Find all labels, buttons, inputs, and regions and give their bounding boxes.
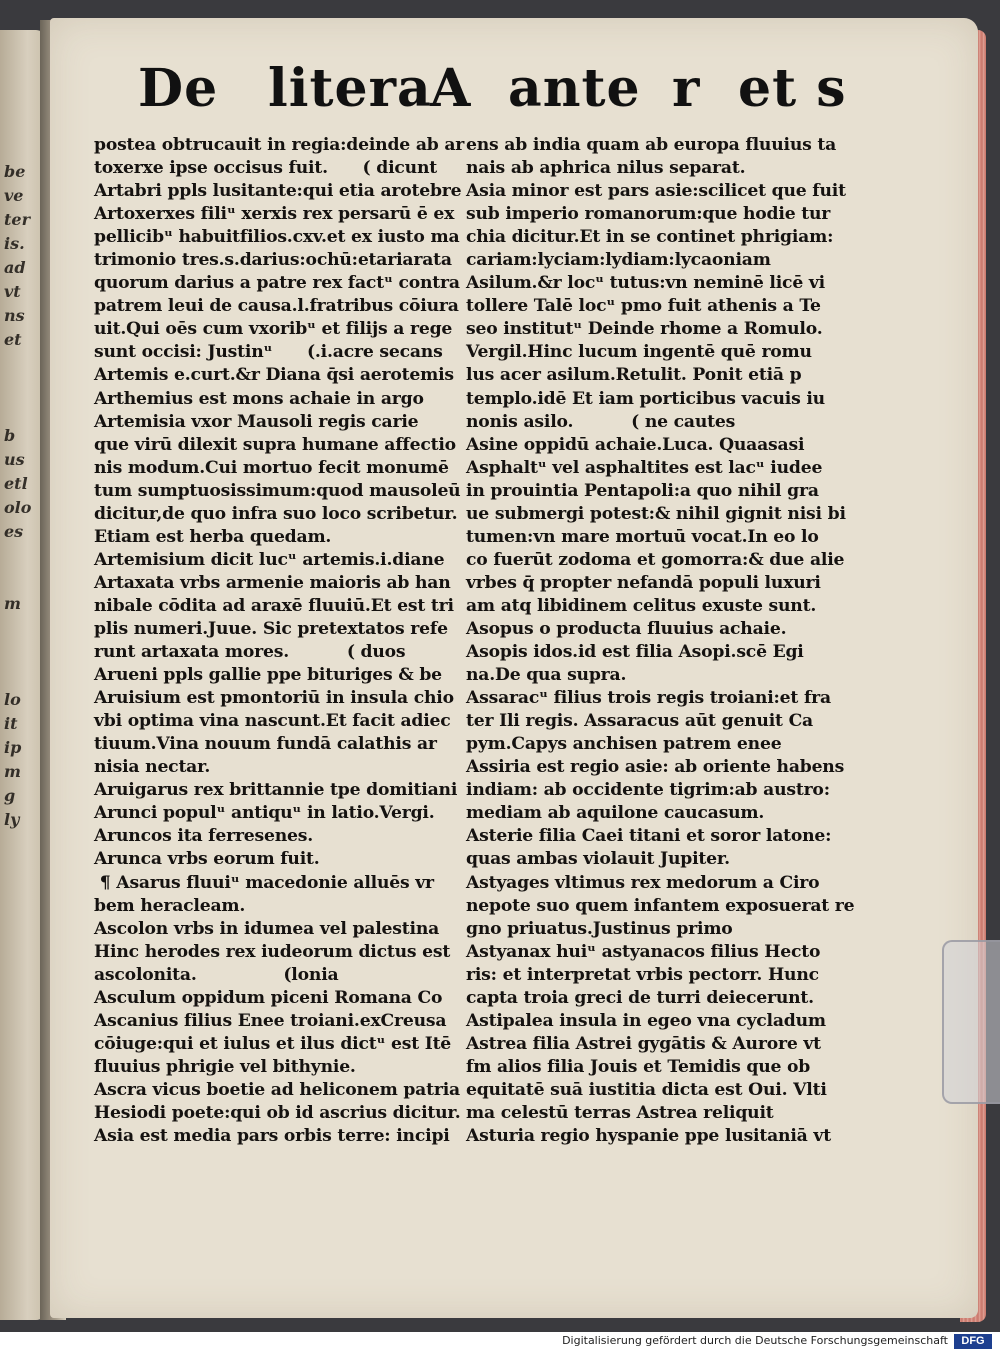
text-line: sunt occisi: Justinᵘ (.i.acre secans [94, 342, 443, 363]
text-line: Etiam est herba quedam. [94, 526, 332, 547]
funding-note: Digitalisierung gefördert durch die Deutsche Forschungsgemeinschaft [562, 1334, 948, 1347]
header-word: et s [738, 58, 847, 119]
text-line: pym.Capys anchisen patrem enee [466, 734, 782, 755]
text-line: plis numeri.Juue. Sic pretextatos refe [94, 618, 448, 639]
text-line: Ascanius filius Enee troiani.exCreusa [94, 1010, 447, 1031]
text-line: Assaracᵘ filius trois regis troiani:et fra [466, 688, 831, 709]
text-line: Asilum.&r locᵘ tutus:vn neminē licē vi [466, 273, 825, 294]
page-clip [942, 940, 1000, 1104]
text-line: ¶ Asarus fluuiᵘ macedonie alluēs vr [94, 872, 434, 893]
text-line: quas ambas violauit Jupiter. [466, 849, 730, 870]
text-line: toxerxe ipse occisus fuit. ( dicunt [94, 158, 438, 179]
text-line: Asia est media pars orbis terre: incipi [94, 1126, 450, 1147]
text-line: Asterie filia Caei titani et soror latone: [466, 826, 832, 847]
text-line: nibale cōdita ad araxē fluuiū.Et est tri [94, 595, 454, 616]
text-line: Hesiodi poete:qui ob id ascrius dicitur. [94, 1102, 461, 1123]
text-line: ter Ili regis. Assaracus aūt genuit Ca [466, 711, 813, 732]
facing-page-text-fragments: be ve ter is. ad vt ns et b us etl olo es m lo it ip m g ly [4, 162, 32, 829]
text-line: Vergil.Hinc lucum ingentē quē romu [466, 342, 812, 363]
text-line: Artemisium dicit lucᵘ artemis.i.diane [94, 549, 445, 570]
text-line: Asine oppidū achaie.Luca. Quaasasi [466, 434, 805, 455]
text-line: Asphaltᵘ vel asphaltites est lacᵘ iudee [466, 457, 823, 478]
text-line: ascolonita. (lonia [94, 964, 339, 985]
text-line: nonis asilo. ( ne cautes [466, 411, 736, 432]
text-line: Aruigarus rex brittannie tpe domitiani [94, 780, 458, 801]
text-line: mediam ab aquilone caucasum. [466, 803, 765, 824]
running-header [50, 58, 847, 138]
text-line: lus acer asilum.Retulit. Ponit etiā p [466, 365, 802, 386]
text-line: bem heracleam. [94, 895, 246, 916]
text-line: Astyanax huiᵘ astyanacos filius Hecto [466, 941, 821, 962]
text-line: pellicibᵘ habuitfilios.cxv.et ex iusto ma [94, 227, 460, 248]
text-line: fluuius phrigie vel bithynie. [94, 1056, 356, 1077]
text-line: dicitur,de quo infra suo loco scribetur. [94, 503, 458, 524]
text-line: quorum darius a patre rex factᵘ contra [94, 273, 460, 294]
text-line: runt artaxata mores. ( duos [94, 642, 406, 663]
text-line: que virū dilexit supra humane affectio [94, 434, 456, 455]
text-line: cariam:lyciam:lydiam:lycaoniam [466, 250, 771, 271]
dfg-logo: DFG [954, 1334, 992, 1349]
header-word: De [138, 58, 219, 119]
header-initial: A [430, 58, 472, 119]
left-text-column [94, 134, 465, 1148]
header-word: r [672, 58, 701, 119]
text-line: Aruncos ita ferresenes. [94, 826, 314, 847]
text-line: na.De qua supra. [466, 665, 627, 686]
header-word: litera [268, 58, 432, 119]
text-line: Artoxerxes filiᵘ xerxis rex persarū ē ex [94, 204, 455, 225]
text-line: Artemisia vxor Mausoli regis carie [94, 411, 419, 432]
text-line: Asia minor est pars asie:scilicet que fuit [466, 181, 846, 202]
text-line: nepote suo quem infantem exposuerat re [466, 895, 855, 916]
text-line: capta troia greci de turri deiecerunt. [466, 987, 814, 1008]
text-line: Aruisium est pmontoriū in insula chio [94, 688, 454, 709]
text-line: Astrea filia Astrei gygātis & Aurore vt [466, 1033, 821, 1054]
text-line: Astyages vltimus rex medorum a Ciro [466, 872, 820, 893]
text-line: in prouintia Pentapoli:a quo nihil gra [466, 480, 819, 501]
text-line: am atq libidinem celitus exuste sunt. [466, 595, 817, 616]
text-line: Asturia regio hyspanie ppe lusitaniā vt [466, 1126, 831, 1147]
text-line: Ascolon vrbs in idumea vel palestina [94, 918, 440, 939]
text-line: ens ab india quam ab europa fluuius ta [466, 135, 837, 155]
text-line: nis modum.Cui mortuo fecit monumē [94, 457, 449, 478]
text-line: gno priuatus.Justinus primo [466, 918, 733, 939]
text-line: nais ab aphrica nilus separat. [466, 158, 746, 179]
text-line: ris: et interpretat vrbis pectorr. Hunc [466, 964, 819, 985]
text-line: tumen:vn mare mortuū vocat.In eo lo [466, 526, 819, 547]
text-line: uit.Qui oēs cum vxoribᵘ et filijs a rege [94, 319, 453, 340]
text-line: chia dicitur.Et in se continet phrigiam: [466, 227, 834, 248]
text-line: Asopus o producta fluuius achaie. [466, 618, 787, 639]
text-line: tum sumptuosissimum:quod mausoleū [94, 480, 461, 501]
text-line: fm alios filia Jouis et Temidis que ob [466, 1056, 811, 1077]
header-word: ante [508, 58, 641, 119]
text-line: Artemis e.curt.&r Diana q̄si aerotemis [94, 365, 454, 386]
text-line: Arueni ppls gallie ppe bituriges & be [94, 665, 442, 686]
text-line: tiuum.Vina nouum fundā calathis ar [94, 734, 437, 755]
text-line: Asopis idos.id est filia Asopi.scē Egi [466, 642, 804, 663]
text-line: co fuerūt zodoma et gomorra:& due alie [466, 549, 845, 570]
text-line: Arunci populᵘ antiquᵘ in latio.Vergi. [94, 803, 435, 824]
text-line: Astipalea insula in egeo vna cycladum [466, 1010, 826, 1031]
text-line: Arthemius est mons achaie in argo [94, 388, 424, 409]
text-line: Ascra vicus boetie ad heliconem patria [94, 1079, 460, 1100]
text-line: tollere Talē locᵘ pmo fuit athenis a Te [466, 296, 821, 317]
text-line: postea obtrucauit in regia:deinde ab ar [94, 135, 465, 155]
text-line: seo institutᵘ Deinde rhome a Romulo. [466, 319, 823, 340]
text-line: ma celestū terras Astrea reliquit [466, 1102, 774, 1123]
text-line: equitatē suā iustitia dicta est Oui. Vlti [466, 1079, 827, 1100]
text-line: ue submergi potest:& nihil gignit nisi bi [466, 503, 846, 524]
text-line: Arunca vrbs eorum fuit. [94, 849, 320, 870]
text-line: cōiuge:qui et iulus et ilus dictᵘ est Itē [94, 1033, 452, 1054]
text-line: vrbes q̄ propter nefandā populi luxuri [466, 572, 821, 593]
text-line: trimonio tres.s.darius:ochū:etariarata [94, 250, 452, 271]
text-line: Assiria est regio asie: ab oriente habens [466, 757, 845, 778]
text-line: Artabri ppls lusitante:qui etia arotebre [94, 181, 462, 202]
text-line: Artaxata vrbs armenie maioris ab han [94, 572, 451, 593]
text-line: patrem leui de causa.l.fratribus cōiura [94, 296, 459, 317]
footer-bar [0, 1332, 1000, 1352]
text-line: sub imperio romanorum:que hodie tur [466, 204, 831, 225]
text-line: indiam: ab occidente tigrim:ab austro: [466, 780, 830, 801]
text-line: vbi optima vina nascunt.Et facit adiec [94, 711, 451, 732]
right-text-column [466, 134, 855, 1148]
text-line: nisia nectar. [94, 757, 211, 778]
text-line: templo.idē Et iam porticibus vacuis iu [466, 388, 825, 409]
text-line: Hinc herodes rex iudeorum dictus est [94, 941, 451, 962]
text-line: Asculum oppidum piceni Romana Co [94, 987, 443, 1008]
